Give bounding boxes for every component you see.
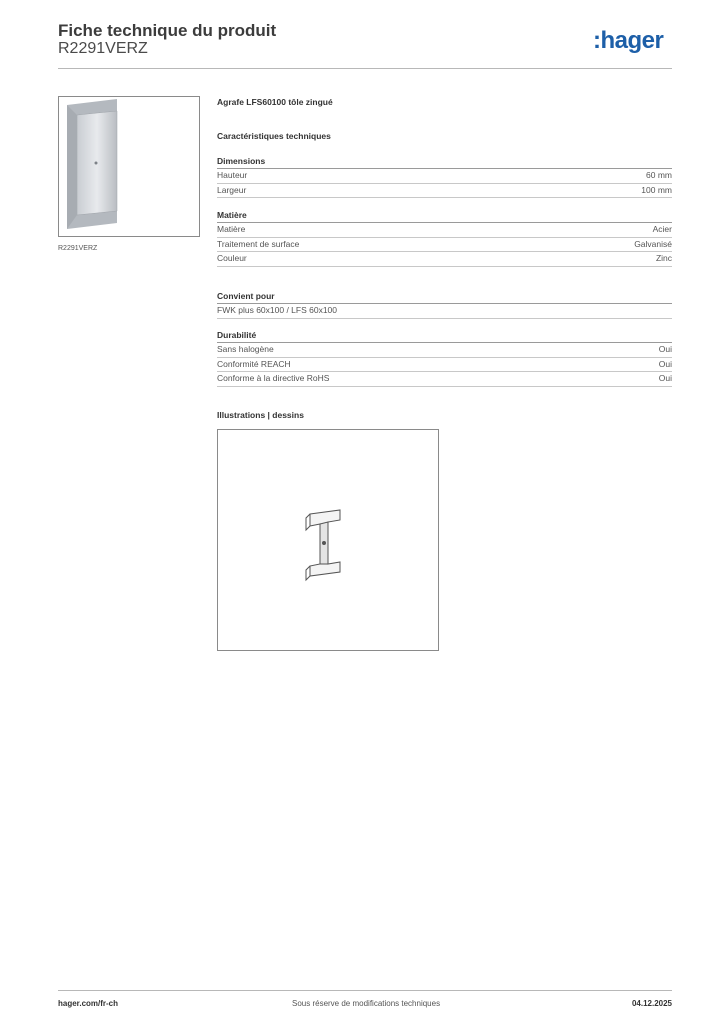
spec-label: Conformité REACH [217,358,291,369]
technical-drawing-image [218,430,438,650]
spec-label: FWK plus 60x100 / LFS 60x100 [217,305,338,315]
spec-row [217,184,672,199]
spec-value: Zinc [655,253,672,263]
tech-specs-heading: Caractéristiques techniques [217,131,331,141]
section-durability [217,329,672,387]
product-photo-image [59,97,199,236]
spec-row [217,304,672,319]
section-title: Convient pour [217,290,672,304]
spec-label: Largeur [217,184,247,195]
product-reference: R2291VERZ [58,40,148,57]
photo-caption: R2291VERZ [58,245,98,252]
header-divider [58,68,672,69]
spec-row [217,372,672,387]
page-title: Fiche technique du produit [58,21,277,40]
section-dimensions [217,155,672,198]
spec-value: Oui [658,344,672,354]
spec-label: Couleur [217,253,247,263]
spec-row [217,358,672,373]
footer-divider [58,990,672,991]
spec-value: Galvanisé [634,238,672,249]
footer-website: hager.com/fr-ch [58,999,119,1008]
section-title: Durabilité [217,329,672,343]
product-photo [58,96,200,237]
footer-notice: Sous réserve de modifications techniques [292,999,441,1008]
product-description: Agrafe LFS60100 tôle zingué [217,97,333,107]
spec-value: Oui [658,358,672,369]
spec-value: Acier [652,224,672,234]
spec-label: Conforme à la directive RoHS [217,373,330,383]
spec-row [217,223,672,238]
section-compatibility [217,290,672,319]
spec-value: 100 mm [641,184,672,195]
spec-label: Sans halogène [217,344,274,354]
section-title: Matière [217,209,672,223]
spec-row [217,343,672,358]
spec-value: Oui [658,373,672,383]
section-title: Dimensions [217,155,672,169]
spec-row [217,238,672,253]
spec-label: Hauteur [217,170,248,180]
technical-drawing [217,429,439,651]
hager-logo: :hager [593,27,664,54]
spec-label: Matière [217,224,246,234]
illustrations-heading: Illustrations | dessins [217,410,304,420]
spec-row [217,169,672,184]
footer-date: 04.12.2025 [631,999,672,1008]
spec-value: 60 mm [646,170,672,180]
section-material [217,209,672,267]
spec-row [217,252,672,267]
spec-label: Traitement de surface [217,238,300,249]
